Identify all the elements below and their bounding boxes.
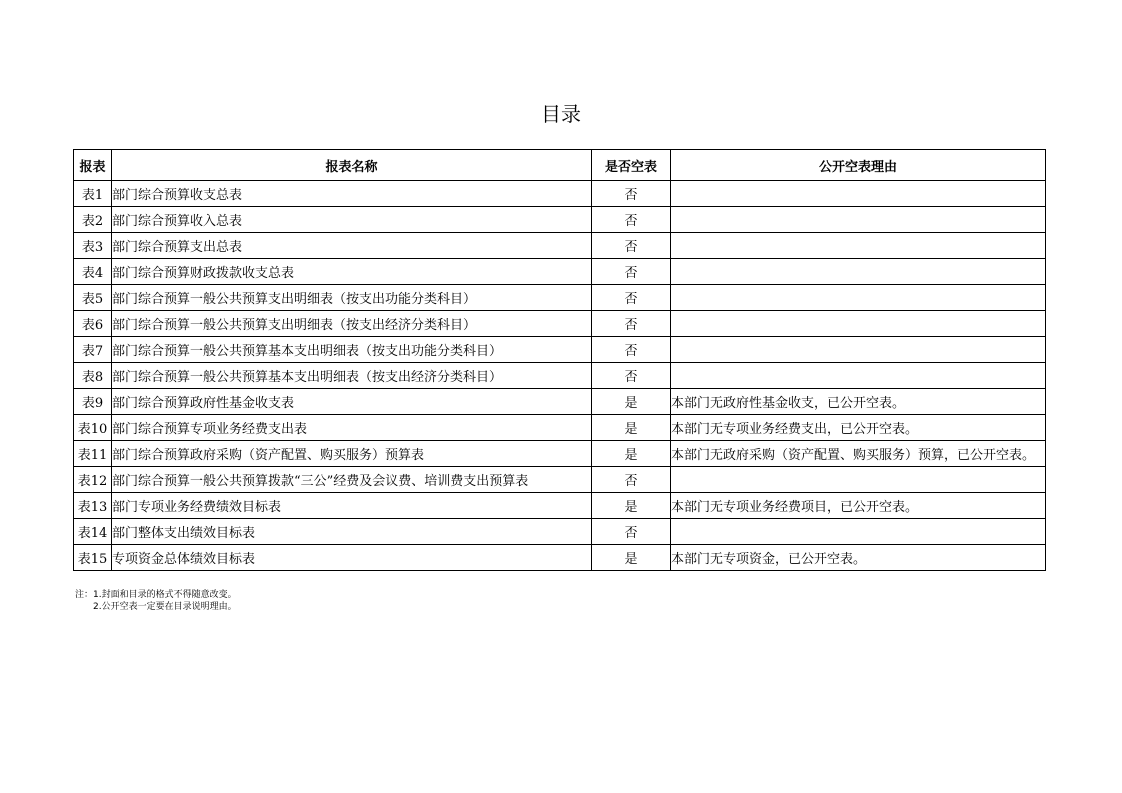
empty-reason: 本部门无专项资金，已公开空表。 <box>671 545 1046 571</box>
report-name: 部门专项业务经费绩效目标表 <box>112 493 592 519</box>
is-empty-value: 否 <box>592 311 671 337</box>
is-empty-value: 否 <box>592 337 671 363</box>
table-row <box>74 389 1046 415</box>
report-number: 表2 <box>74 207 112 233</box>
report-name: 部门综合预算一般公共预算支出明细表（按支出功能分类科目） <box>112 285 592 311</box>
report-number: 表3 <box>74 233 112 259</box>
report-name: 部门综合预算一般公共预算拨款“三公”经费及会议费、培训费支出预算表 <box>112 467 592 493</box>
table-row <box>74 285 1046 311</box>
table-row <box>74 415 1046 441</box>
table-row <box>74 493 1046 519</box>
is-empty-value: 是 <box>592 441 671 467</box>
report-number: 表13 <box>74 493 112 519</box>
is-empty-value: 是 <box>592 389 671 415</box>
report-name: 部门综合预算支出总表 <box>112 233 592 259</box>
toc-table <box>73 149 1046 571</box>
report-number: 表12 <box>74 467 112 493</box>
report-name: 部门综合预算政府性基金收支表 <box>112 389 592 415</box>
page-title: 目录 <box>541 102 581 126</box>
empty-reason <box>671 285 1046 311</box>
report-name: 部门综合预算收入总表 <box>112 207 592 233</box>
report-number: 表10 <box>74 415 112 441</box>
empty-reason <box>671 207 1046 233</box>
is-empty-value: 否 <box>592 259 671 285</box>
table-header-row <box>74 150 1046 181</box>
table-row <box>74 259 1046 285</box>
empty-reason: 本部门无政府采购（资产配置、购买服务）预算，已公开空表。 <box>671 441 1046 467</box>
empty-reason <box>671 259 1046 285</box>
report-number: 表14 <box>74 519 112 545</box>
table-row <box>74 181 1046 207</box>
report-number: 表5 <box>74 285 112 311</box>
is-empty-value: 是 <box>592 415 671 441</box>
table-row <box>74 467 1046 493</box>
empty-reason <box>671 363 1046 389</box>
report-name: 部门综合预算一般公共预算支出明细表（按支出经济分类科目） <box>112 311 592 337</box>
report-number: 表9 <box>74 389 112 415</box>
report-name: 部门整体支出绩效目标表 <box>112 519 592 545</box>
report-name: 部门综合预算财政拨款收支总表 <box>112 259 592 285</box>
is-empty-value: 否 <box>592 363 671 389</box>
header-report-name: 报表名称 <box>112 150 592 181</box>
table-row <box>74 545 1046 571</box>
empty-reason: 本部门无政府性基金收支，已公开空表。 <box>671 389 1046 415</box>
report-name: 专项资金总体绩效目标表 <box>112 545 592 571</box>
is-empty-value: 否 <box>592 233 671 259</box>
table-row <box>74 207 1046 233</box>
table-row <box>74 337 1046 363</box>
is-empty-value: 否 <box>592 467 671 493</box>
report-name: 部门综合预算专项业务经费支出表 <box>112 415 592 441</box>
footnote-2: 2.公开空表一定要在目录说明理由。 <box>93 602 237 612</box>
table-row <box>74 441 1046 467</box>
empty-reason <box>671 233 1046 259</box>
table-row <box>74 363 1046 389</box>
is-empty-value: 否 <box>592 207 671 233</box>
report-name: 部门综合预算一般公共预算基本支出明细表（按支出经济分类科目） <box>112 363 592 389</box>
is-empty-value: 是 <box>592 545 671 571</box>
empty-reason <box>671 337 1046 363</box>
header-report-number: 报表 <box>74 150 112 181</box>
is-empty-value: 否 <box>592 285 671 311</box>
is-empty-value: 是 <box>592 493 671 519</box>
report-number: 表7 <box>74 337 112 363</box>
empty-reason <box>671 519 1046 545</box>
empty-reason: 本部门无专项业务经费项目，已公开空表。 <box>671 493 1046 519</box>
report-number: 表4 <box>74 259 112 285</box>
report-name: 部门综合预算一般公共预算基本支出明细表（按支出功能分类科目） <box>112 337 592 363</box>
empty-reason: 本部门无专项业务经费支出，已公开空表。 <box>671 415 1046 441</box>
footnotes <box>75 589 237 613</box>
table-row <box>74 519 1046 545</box>
header-is-empty: 是否空表 <box>592 150 671 181</box>
table-row <box>74 311 1046 337</box>
header-empty-reason: 公开空表理由 <box>671 150 1046 181</box>
report-number: 表1 <box>74 181 112 207</box>
report-name: 部门综合预算收支总表 <box>112 181 592 207</box>
report-number: 表15 <box>74 545 112 571</box>
empty-reason <box>671 467 1046 493</box>
is-empty-value: 否 <box>592 519 671 545</box>
empty-reason <box>671 311 1046 337</box>
empty-reason <box>671 181 1046 207</box>
table-row <box>74 233 1046 259</box>
report-name: 部门综合预算政府采购（资产配置、购买服务）预算表 <box>112 441 592 467</box>
is-empty-value: 否 <box>592 181 671 207</box>
report-number: 表11 <box>74 441 112 467</box>
footnote-1: 注：1.封面和目录的格式不得随意改变。 <box>75 590 237 600</box>
report-number: 表8 <box>74 363 112 389</box>
report-number: 表6 <box>74 311 112 337</box>
